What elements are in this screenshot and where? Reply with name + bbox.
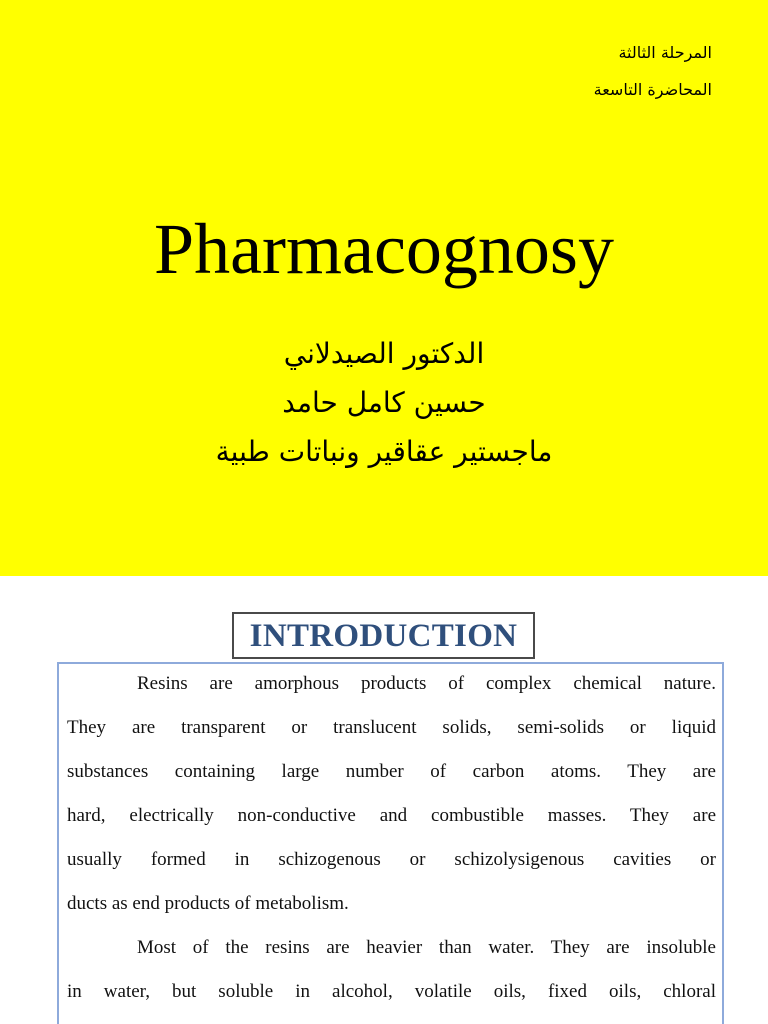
introduction-heading-box [232, 612, 535, 659]
stage-label: المرحلة الثالثة [618, 43, 712, 62]
lecture-label: المحاضرة التاسعة [593, 80, 712, 99]
paragraph-line: hard, electrically non-conductive and combustible masses. They are [67, 805, 716, 826]
paragraph-line: ducts as end products of metabolism. [67, 893, 349, 914]
introduction-slide [0, 576, 768, 1024]
slide-title: Pharmacognosy [154, 209, 614, 289]
paragraph-line: Resins are amorphous products of complex chemical nature. [137, 673, 716, 694]
paragraph-line: substances containing large number of carbon atoms. They are [67, 761, 716, 782]
text-frame [57, 662, 724, 1024]
author-degree: ماجستير عقاقير ونباتات طبية [215, 435, 553, 468]
introduction-heading: INTRODUCTION [249, 617, 518, 654]
paragraph-line: usually formed in schizogenous or schizolysigenous cavities or [67, 849, 716, 870]
paragraph-line: in water, but soluble in alcohol, volatile oils, fixed oils, chloral [67, 981, 716, 1002]
paragraph-line: Most of the resins are heavier than water. They are insoluble [137, 937, 716, 958]
author-name: حسين كامل حامد [282, 386, 486, 419]
author-title: الدكتور الصيدلاني [283, 337, 485, 370]
paragraph-line: They are transparent or translucent solids, semi-solids or liquid [67, 717, 716, 738]
